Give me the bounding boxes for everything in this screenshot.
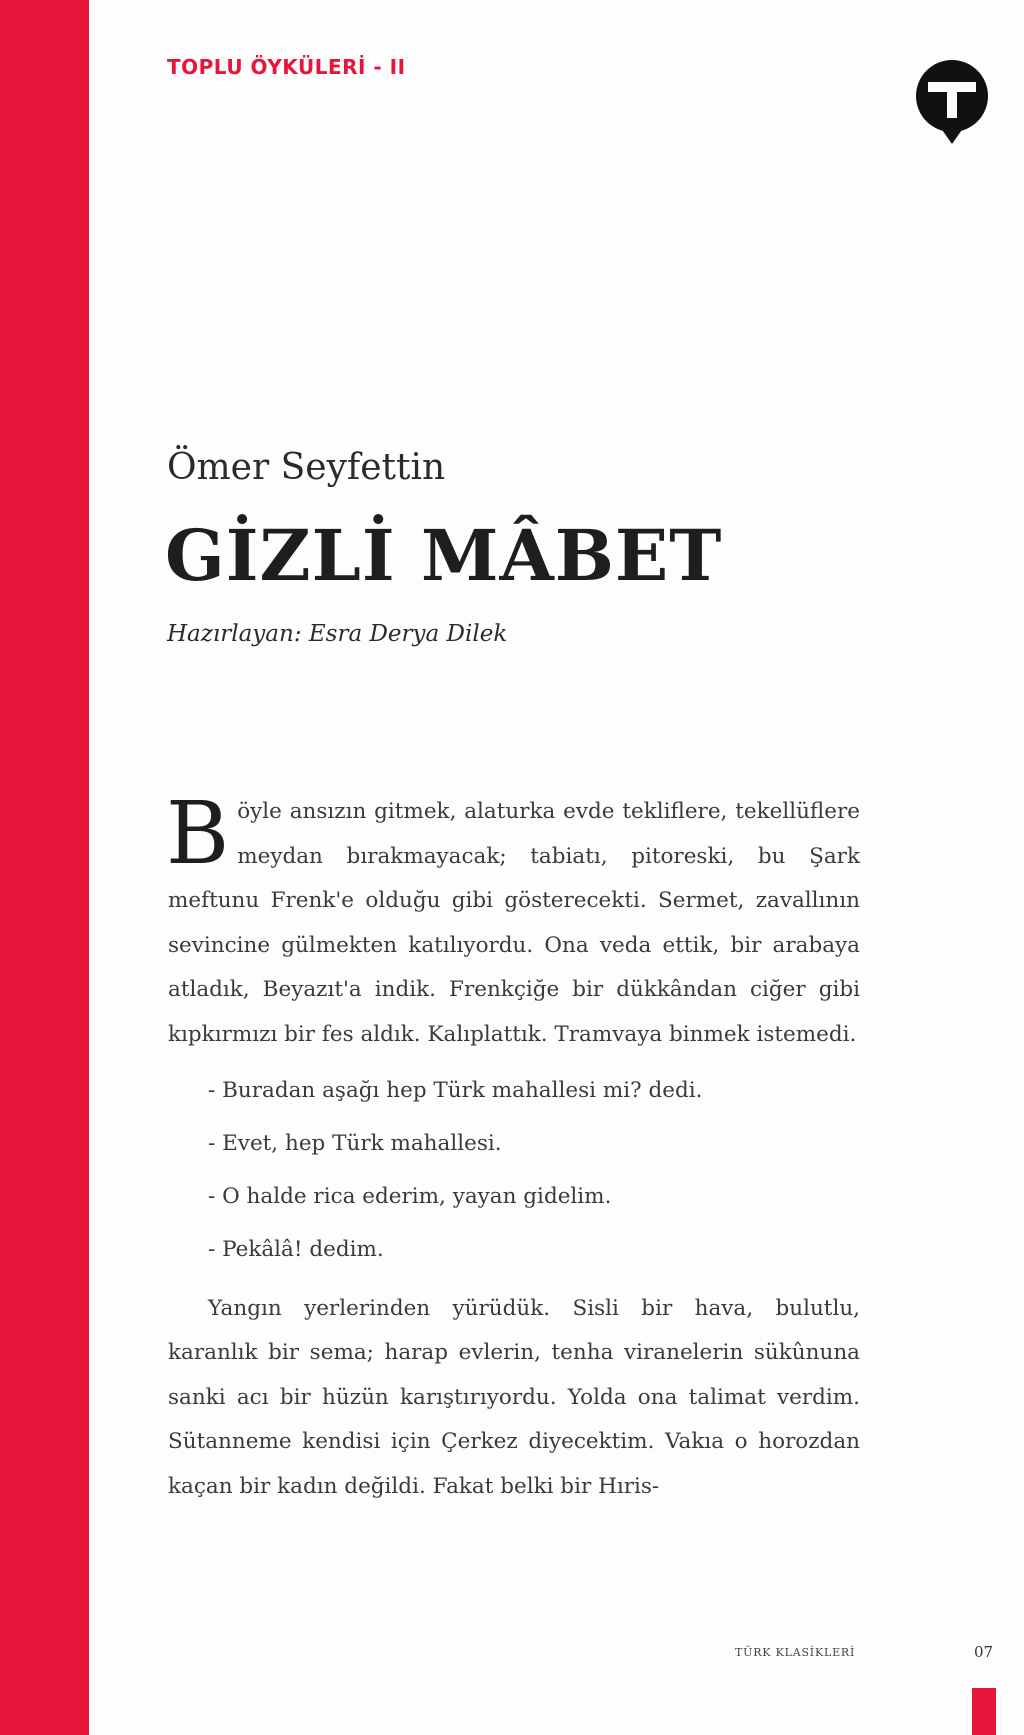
page-marker-tab <box>972 1688 996 1735</box>
dialogue-line: - Evet, hep Türk mahallesi. <box>208 1131 502 1156</box>
dialogue-line: - O halde rica ederim, yayan gidelim. <box>208 1184 612 1209</box>
editor-credit: Hazırlayan: Esra Derya Dilek <box>167 621 508 647</box>
dialogue-line: - Pekâlâ! dedim. <box>208 1237 384 1262</box>
red-spine-band <box>0 0 89 1735</box>
paragraph-1 <box>166 784 860 1057</box>
author-name: Ömer Seyfettin <box>167 447 446 488</box>
book-title: GİZLİ MÂBET <box>165 514 723 597</box>
series-title: TOPLU ÖYKÜLERİ - II <box>167 55 406 79</box>
footer-series-label: TÜRK KLASİKLERİ <box>735 1646 856 1659</box>
paragraph-1-text: öyle ansızın gitmek, alaturka evde tekliflere, tekellüflere meydan bırakmayacak; tabiatı, pitoreski, bu Şark meftunu Frenk'e olduğu gibi gösterecekti. Sermet, zavallının sevincine gülmekten katılıyordu. Ona veda ettik, bir arabaya atladık, Beyazıt'a indik. Frenkçiğe bir dükkândan ciğer gibi kıpkırmızı bir fes aldık. Kalıplattık. Tramvaya binmek istemedi. <box>168 799 860 1047</box>
drop-cap: B <box>166 784 230 884</box>
publisher-t-logo-icon <box>908 58 996 146</box>
story-text <box>166 784 860 1509</box>
dialogue-line: - Buradan aşağı hep Türk mahallesi mi? dedi. <box>208 1078 703 1103</box>
page-number: 07 <box>974 1643 994 1661</box>
paragraph-2: Yangın yerlerinden yürüdük. Sisli bir hava, bulutlu, karanlık bir sema; harap evlerin, tenha viranelerin sükûnuna sanki acı bir hüzün karıştırıyordu. Yolda ona talimat verdim. Sütanneme kendisi için Çerkez diyecektim. Vakıa o horozdan kaçan bir kadın değildi. Fakat belki bir Hıris- <box>168 1295 860 1499</box>
dialogue-list <box>168 1069 860 1273</box>
